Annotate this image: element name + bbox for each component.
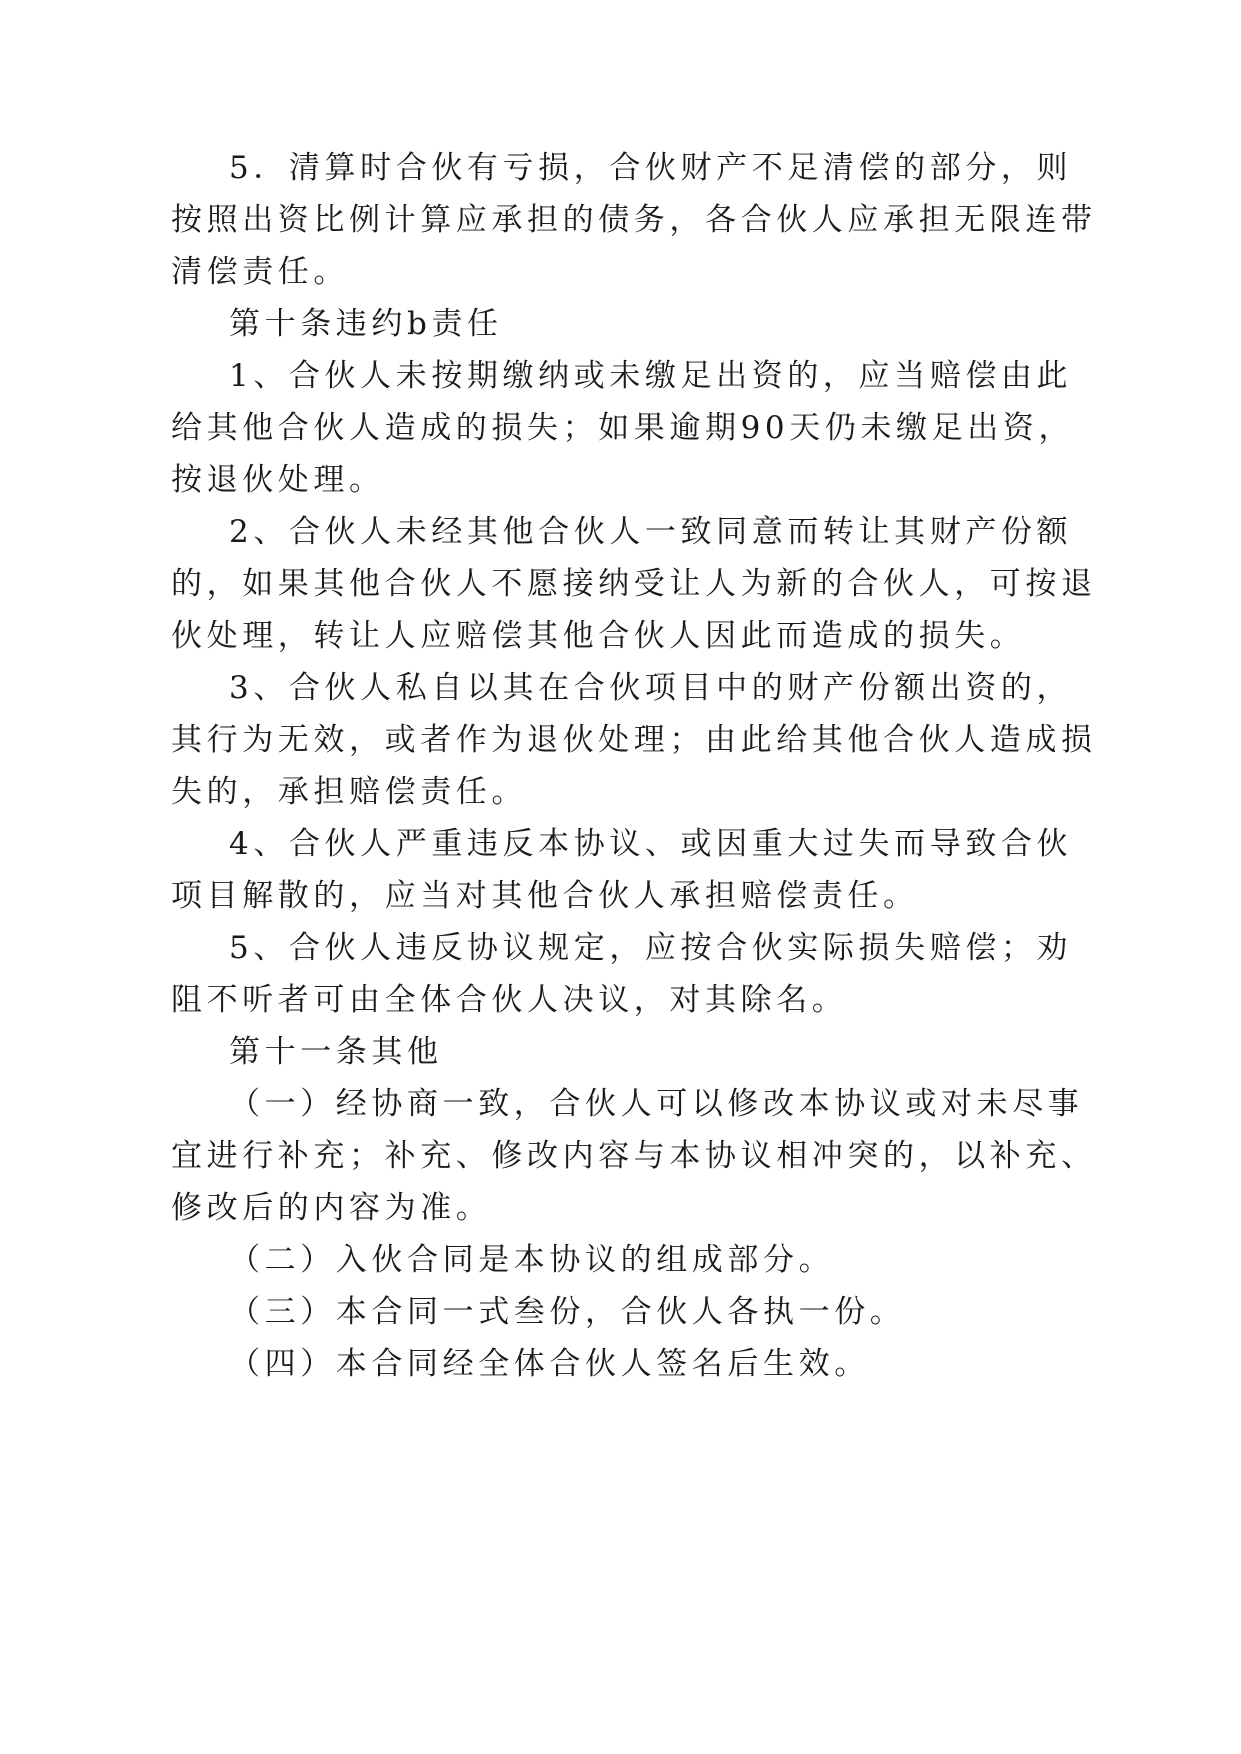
text-line: 的，如果其他合伙人不愿接纳受让人为新的合伙人，可按退: [171, 566, 1097, 602]
text-line: 项目解散的，应当对其他合伙人承担赔偿责任。: [171, 878, 919, 914]
section-heading: 第十一条其他: [229, 1034, 443, 1070]
text-line: 失的，承担赔偿责任。: [171, 774, 527, 810]
text-line: 给其他合伙人造成的损失；如果逾期90天仍未缴足出资，: [171, 410, 1075, 446]
text-line: （二）入伙合同是本协议的组成部分。: [229, 1242, 835, 1278]
text-line: 1、合伙人未按期缴纳或未缴足出资的，应当赔偿由此: [229, 358, 1073, 394]
text-line: 伙处理，转让人应赔偿其他合伙人因此而造成的损失。: [171, 618, 1026, 654]
text-line: 修改后的内容为准。: [171, 1190, 492, 1226]
text-line: （一）经协商一致，合伙人可以修改本协议或对未尽事: [229, 1086, 1084, 1122]
text-line: 5．清算时合伙有亏损，合伙财产不足清偿的部分，则: [229, 150, 1073, 186]
text-line: 按照出资比例计算应承担的债务，各合伙人应承担无限连带: [171, 202, 1097, 238]
text-line: （四）本合同经全体合伙人签名后生效。: [229, 1346, 870, 1382]
text-line: 5、合伙人违反协议规定，应按合伙实际损失赔偿；劝: [229, 930, 1073, 966]
text-line: 3、合伙人私自以其在合伙项目中的财产份额出资的，: [229, 670, 1073, 706]
text-line: 阻不听者可由全体合伙人决议，对其除名。: [171, 982, 848, 1018]
text-line: 清偿责任。: [171, 254, 349, 290]
text-line: 其行为无效，或者作为退伙处理；由此给其他合伙人造成损: [171, 722, 1097, 758]
text-line: 4、合伙人严重违反本协议、或因重大过失而导致合伙: [229, 826, 1073, 862]
section-heading: 第十条违约b责任: [229, 306, 503, 342]
text-line: 宜进行补充；补充、修改内容与本协议相冲突的，以补充、: [171, 1138, 1097, 1174]
text-line: （三）本合同一式叁份，合伙人各执一份。: [229, 1294, 906, 1330]
text-line: 按退伙处理。: [171, 462, 385, 498]
text-line: 2、合伙人未经其他合伙人一致同意而转让其财产份额: [229, 514, 1073, 550]
